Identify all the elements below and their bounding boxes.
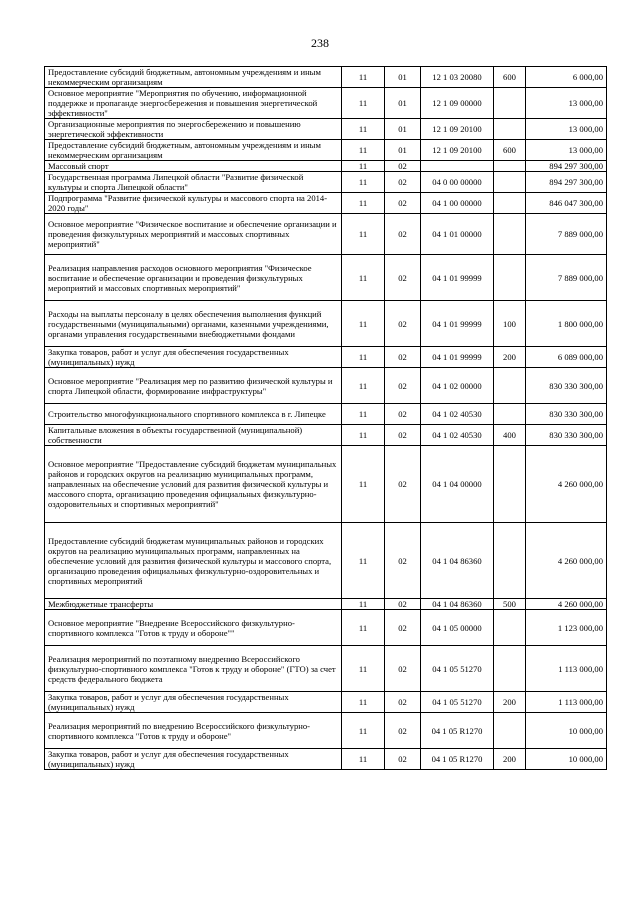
row-section: 11 — [342, 646, 385, 692]
row-name: Предоставление субсидий бюджетам муниципальных районов и городских округов на реализацию муниципальных программ, направленных на обеспечение условий для развития физической культуры и массового спорта, организацию проведения официальных физкультурно-оздоровительных и спортивных мероприятий — [45, 523, 342, 599]
row-article: 04 1 02 40530 — [421, 404, 494, 425]
row-name: Предоставление субсидий бюджетным, автономным учреждениям и иным некоммерческим организациям — [45, 67, 342, 88]
row-subsection: 02 — [385, 749, 421, 770]
row-amount: 846 047 300,00 — [526, 193, 607, 214]
table-row — [45, 425, 607, 446]
row-section: 11 — [342, 214, 385, 255]
table-row — [45, 368, 607, 404]
table-row — [45, 255, 607, 301]
row-section: 11 — [342, 193, 385, 214]
row-amount: 1 800 000,00 — [526, 301, 607, 347]
row-name: Капитальные вложения в объекты государственной (муниципальной) собственности — [45, 425, 342, 446]
row-amount: 830 330 300,00 — [526, 368, 607, 404]
row-subsection: 02 — [385, 172, 421, 193]
row-amount: 4 260 000,00 — [526, 523, 607, 599]
row-name: Расходы на выплаты персоналу в целях обеспечения выполнения функций государственными (муниципальными) органами, казенными учреждениями, органами управления государственными внебюджетными фондами — [45, 301, 342, 347]
budget-table — [44, 66, 607, 770]
table-row — [45, 214, 607, 255]
row-section: 11 — [342, 347, 385, 368]
row-section: 11 — [342, 713, 385, 749]
row-article: 12 1 09 20100 — [421, 119, 494, 140]
row-expense-type: 200 — [494, 692, 526, 713]
table-row — [45, 404, 607, 425]
row-expense-type — [494, 610, 526, 646]
row-subsection: 02 — [385, 713, 421, 749]
row-subsection: 02 — [385, 368, 421, 404]
row-name: Закупка товаров, работ и услуг для обеспечения государственных (муниципальных) нужд — [45, 749, 342, 770]
row-subsection: 02 — [385, 599, 421, 610]
row-expense-type — [494, 368, 526, 404]
row-section: 11 — [342, 119, 385, 140]
row-name: Основное мероприятие "Мероприятия по обучению, информационной поддержке и пропаганде энергосбережения и повышения энергетической эффективности" — [45, 88, 342, 119]
row-expense-type — [494, 523, 526, 599]
row-section: 11 — [342, 67, 385, 88]
row-amount: 10 000,00 — [526, 749, 607, 770]
row-expense-type — [494, 446, 526, 523]
row-expense-type — [494, 646, 526, 692]
row-article: 12 1 03 20080 — [421, 67, 494, 88]
row-name: Строительство многофункционального спортивного комплекса в г. Липецке — [45, 404, 342, 425]
row-amount: 830 330 300,00 — [526, 425, 607, 446]
row-article: 12 1 09 00000 — [421, 88, 494, 119]
row-expense-type: 500 — [494, 599, 526, 610]
row-subsection: 02 — [385, 301, 421, 347]
row-amount: 830 330 300,00 — [526, 404, 607, 425]
row-expense-type: 200 — [494, 347, 526, 368]
row-section: 11 — [342, 172, 385, 193]
row-article: 04 1 04 00000 — [421, 446, 494, 523]
row-article: 04 1 02 00000 — [421, 368, 494, 404]
row-name: Массовый спорт — [45, 161, 342, 172]
row-amount: 4 260 000,00 — [526, 599, 607, 610]
row-article: 04 1 04 86360 — [421, 599, 494, 610]
row-article: 04 1 04 86360 — [421, 523, 494, 599]
row-subsection: 02 — [385, 692, 421, 713]
row-article: 04 1 02 40530 — [421, 425, 494, 446]
budget-table-body — [45, 67, 607, 770]
table-row — [45, 599, 607, 610]
row-expense-type — [494, 255, 526, 301]
row-expense-type: 400 — [494, 425, 526, 446]
row-name: Реализация мероприятий по поэтапному внедрению Всероссийского физкультурно-спортивного комплекса "Готов к труду и обороне" (ГТО) за счет средств федерального бюджета — [45, 646, 342, 692]
row-amount: 7 889 000,00 — [526, 255, 607, 301]
row-amount: 6 000,00 — [526, 67, 607, 88]
row-name: Закупка товаров, работ и услуг для обеспечения государственных (муниципальных) нужд — [45, 692, 342, 713]
table-row — [45, 88, 607, 119]
row-section: 11 — [342, 610, 385, 646]
row-section: 11 — [342, 523, 385, 599]
row-name: Организационные мероприятия по энергосбережению и повышению энергетической эффективности — [45, 119, 342, 140]
row-amount: 894 297 300,00 — [526, 172, 607, 193]
row-amount: 10 000,00 — [526, 713, 607, 749]
row-section: 11 — [342, 255, 385, 301]
row-amount: 13 000,00 — [526, 88, 607, 119]
table-row — [45, 347, 607, 368]
row-article — [421, 161, 494, 172]
table-row — [45, 713, 607, 749]
row-expense-type: 600 — [494, 140, 526, 161]
row-name: Закупка товаров, работ и услуг для обеспечения государственных (муниципальных) нужд — [45, 347, 342, 368]
table-row — [45, 610, 607, 646]
row-subsection: 02 — [385, 523, 421, 599]
row-article: 12 1 09 20100 — [421, 140, 494, 161]
row-subsection: 01 — [385, 119, 421, 140]
row-section: 11 — [342, 749, 385, 770]
row-subsection: 01 — [385, 88, 421, 119]
row-name: Основное мероприятие "Физическое воспитание и обеспечение организации и проведения физкультурных мероприятий и массовых спортивных мероприятий" — [45, 214, 342, 255]
table-row — [45, 692, 607, 713]
row-amount: 6 089 000,00 — [526, 347, 607, 368]
table-row — [45, 140, 607, 161]
row-subsection: 02 — [385, 214, 421, 255]
row-article: 04 0 00 00000 — [421, 172, 494, 193]
row-subsection: 02 — [385, 610, 421, 646]
row-expense-type — [494, 713, 526, 749]
row-section: 11 — [342, 88, 385, 119]
row-amount: 1 113 000,00 — [526, 646, 607, 692]
row-expense-type — [494, 119, 526, 140]
row-article: 04 1 01 99999 — [421, 347, 494, 368]
row-article: 04 1 05 51270 — [421, 692, 494, 713]
row-amount: 1 113 000,00 — [526, 692, 607, 713]
row-amount: 13 000,00 — [526, 140, 607, 161]
row-expense-type — [494, 88, 526, 119]
row-article: 04 1 01 99999 — [421, 301, 494, 347]
row-name: Основное мероприятие "Внедрение Всероссийского физкультурно-спортивного комплекса "Готов к труду и обороне"" — [45, 610, 342, 646]
row-section: 11 — [342, 425, 385, 446]
row-name: Государственная программа Липецкой области "Развитие физической культуры и спорта Липецкой области" — [45, 172, 342, 193]
row-expense-type — [494, 404, 526, 425]
row-amount: 894 297 300,00 — [526, 161, 607, 172]
row-section: 11 — [342, 161, 385, 172]
table-row — [45, 646, 607, 692]
row-subsection: 02 — [385, 347, 421, 368]
table-row — [45, 67, 607, 88]
row-subsection: 02 — [385, 161, 421, 172]
row-subsection: 02 — [385, 646, 421, 692]
row-subsection: 01 — [385, 140, 421, 161]
row-subsection: 02 — [385, 446, 421, 523]
table-row — [45, 161, 607, 172]
row-name: Предоставление субсидий бюджетным, автономным учреждениям и иным некоммерческим организациям — [45, 140, 342, 161]
row-expense-type: 200 — [494, 749, 526, 770]
row-article: 04 1 01 99999 — [421, 255, 494, 301]
row-subsection: 02 — [385, 255, 421, 301]
row-section: 11 — [342, 599, 385, 610]
row-section: 11 — [342, 368, 385, 404]
row-subsection: 01 — [385, 67, 421, 88]
row-subsection: 02 — [385, 404, 421, 425]
row-article: 04 1 00 00000 — [421, 193, 494, 214]
row-amount: 4 260 000,00 — [526, 446, 607, 523]
row-section: 11 — [342, 446, 385, 523]
row-section: 11 — [342, 301, 385, 347]
table-row — [45, 119, 607, 140]
row-name: Основное мероприятие "Предоставление субсидий бюджетам муниципальных районов и городских округов на реализацию муниципальных программ, направленных на обеспечение условий для развития физической культуры и массового спорта, организацию проведения официальных физкультурно-оздоровительных и спортивных мероприятий" — [45, 446, 342, 523]
row-expense-type — [494, 214, 526, 255]
row-amount: 13 000,00 — [526, 119, 607, 140]
row-expense-type: 100 — [494, 301, 526, 347]
row-subsection: 02 — [385, 425, 421, 446]
row-article: 04 1 05 R1270 — [421, 749, 494, 770]
page-number: 238 — [311, 36, 329, 50]
row-name: Реализация мероприятий по внедрению Всероссийского физкультурно-спортивного комплекса "Готов к труду и обороне" — [45, 713, 342, 749]
row-expense-type — [494, 172, 526, 193]
row-subsection: 02 — [385, 193, 421, 214]
table-row — [45, 523, 607, 599]
table-row — [45, 749, 607, 770]
table-row — [45, 446, 607, 523]
row-name: Реализация направления расходов основного мероприятия "Физическое воспитание и обеспечение организации и проведения физкультурных мероприятий и массовых спортивных мероприятий" — [45, 255, 342, 301]
row-article: 04 1 01 00000 — [421, 214, 494, 255]
row-amount: 1 123 000,00 — [526, 610, 607, 646]
row-section: 11 — [342, 692, 385, 713]
table-row — [45, 172, 607, 193]
row-section: 11 — [342, 140, 385, 161]
row-name: Основное мероприятие "Реализация мер по развитию физической культуры и спорта Липецкой области, формирование инфраструктуры" — [45, 368, 342, 404]
row-article: 04 1 05 00000 — [421, 610, 494, 646]
table-row — [45, 301, 607, 347]
row-expense-type — [494, 193, 526, 214]
table-row — [45, 193, 607, 214]
row-expense-type — [494, 161, 526, 172]
row-article: 04 1 05 R1270 — [421, 713, 494, 749]
row-name: Межбюджетные трансферты — [45, 599, 342, 610]
row-amount: 7 889 000,00 — [526, 214, 607, 255]
row-article: 04 1 05 51270 — [421, 646, 494, 692]
row-section: 11 — [342, 404, 385, 425]
row-expense-type: 600 — [494, 67, 526, 88]
row-name: Подпрограмма "Развитие физической культуры и массового спорта на 2014-2020 годы" — [45, 193, 342, 214]
